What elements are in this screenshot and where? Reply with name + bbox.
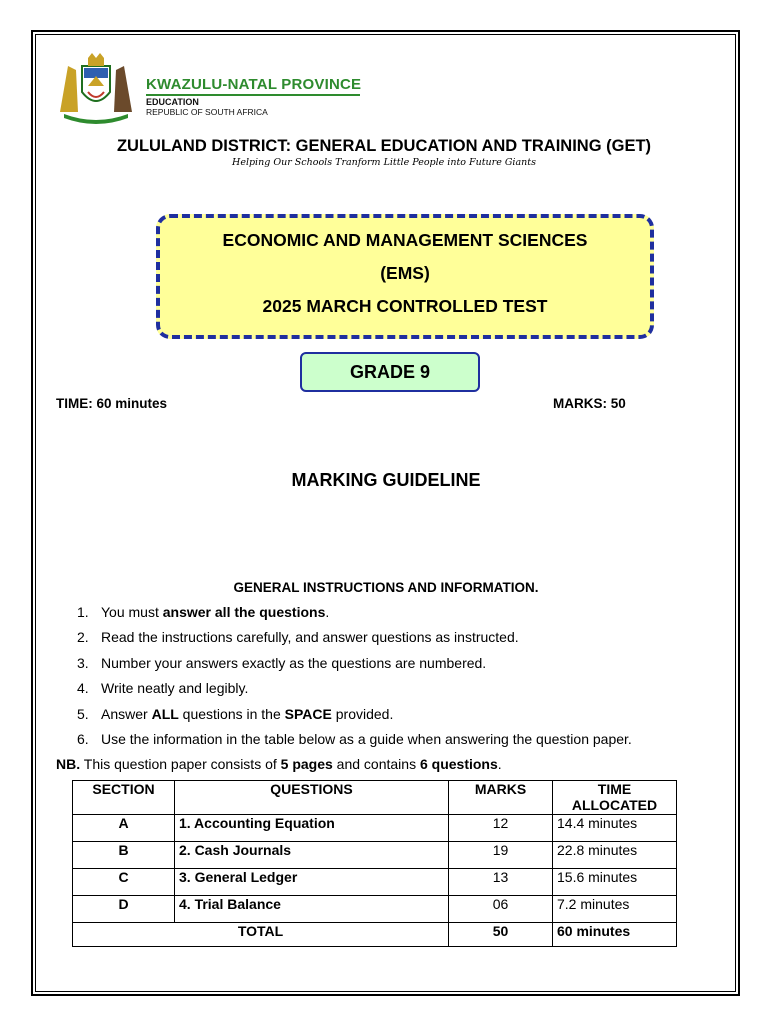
total-label: TOTAL bbox=[73, 923, 449, 947]
test-title: 2025 MARCH CONTROLLED TEST bbox=[262, 296, 548, 316]
district-motto: Helping Our Schools Tranform Little People into Future Giants bbox=[232, 157, 536, 168]
grade-badge: GRADE 9 bbox=[300, 352, 480, 392]
cell-marks: 19 bbox=[449, 842, 553, 869]
header-marks: MARKS bbox=[449, 781, 553, 815]
subject-abbreviation: (EMS) bbox=[380, 263, 430, 283]
time-label: TIME: 60 minutes bbox=[56, 396, 168, 411]
instruction-item: 3. Number your answers exactly as the questions are numbered. bbox=[77, 655, 487, 671]
header-section: SECTION bbox=[73, 781, 175, 815]
cell-time: 7.2 minutes bbox=[553, 896, 677, 923]
table-row bbox=[73, 815, 677, 842]
subject-title: ECONOMIC AND MANAGEMENT SCIENCES bbox=[222, 230, 588, 250]
country-name: REPUBLIC OF SOUTH AFRICA bbox=[146, 107, 268, 117]
table-total-row bbox=[73, 923, 677, 947]
table-row bbox=[73, 869, 677, 896]
instruction-item: 5. Answer ALL questions in the SPACE provided. bbox=[77, 706, 394, 722]
document-heading: MARKING GUIDELINE bbox=[291, 470, 481, 490]
cell-question: 1. Accounting Equation bbox=[175, 815, 449, 842]
cell-marks: 06 bbox=[449, 896, 553, 923]
instruction-item: 6. Use the information in the table below as a guide when answering the question paper. bbox=[77, 731, 632, 747]
cell-question: 2. Cash Journals bbox=[175, 842, 449, 869]
cell-section: B bbox=[73, 842, 175, 869]
total-time: 60 minutes bbox=[553, 923, 677, 947]
province-name: KWAZULU-NATAL PROVINCE bbox=[146, 76, 362, 93]
cell-marks: 13 bbox=[449, 869, 553, 896]
cell-question: 3. General Ledger bbox=[175, 869, 449, 896]
total-marks: 50 bbox=[449, 923, 553, 947]
instruction-item: 4. Write neatly and legibly. bbox=[77, 680, 249, 696]
cell-time: 22.8 minutes bbox=[553, 842, 677, 869]
instructions-title: GENERAL INSTRUCTIONS AND INFORMATION. bbox=[233, 580, 539, 595]
table-row bbox=[73, 896, 677, 923]
province-rule bbox=[146, 94, 360, 96]
cell-time: 15.6 minutes bbox=[553, 869, 677, 896]
cell-section: A bbox=[73, 815, 175, 842]
sections-table bbox=[72, 780, 677, 947]
coat-of-arms-logo bbox=[54, 52, 138, 124]
table-header-row bbox=[73, 781, 677, 815]
cell-section: D bbox=[73, 896, 175, 923]
cell-time: 14.4 minutes bbox=[553, 815, 677, 842]
district-heading: ZULULAND DISTRICT: GENERAL EDUCATION AND TRAINING (GET) bbox=[116, 137, 652, 155]
cell-question: 4. Trial Balance bbox=[175, 896, 449, 923]
cell-marks: 12 bbox=[449, 815, 553, 842]
header-questions: QUESTIONS bbox=[175, 781, 449, 815]
header-time: TIME ALLOCATED bbox=[553, 781, 677, 815]
instruction-item: 2. Read the instructions carefully, and answer questions as instructed. bbox=[77, 629, 519, 645]
cell-section: C bbox=[73, 869, 175, 896]
table-row bbox=[73, 842, 677, 869]
instruction-item: 1. You must answer all the questions. bbox=[77, 604, 330, 620]
department-name: EDUCATION bbox=[146, 97, 199, 107]
marks-label: MARKS: 50 bbox=[553, 396, 626, 411]
nb-note: NB. This question paper consists of 5 pages and contains 6 questions. bbox=[56, 756, 502, 772]
